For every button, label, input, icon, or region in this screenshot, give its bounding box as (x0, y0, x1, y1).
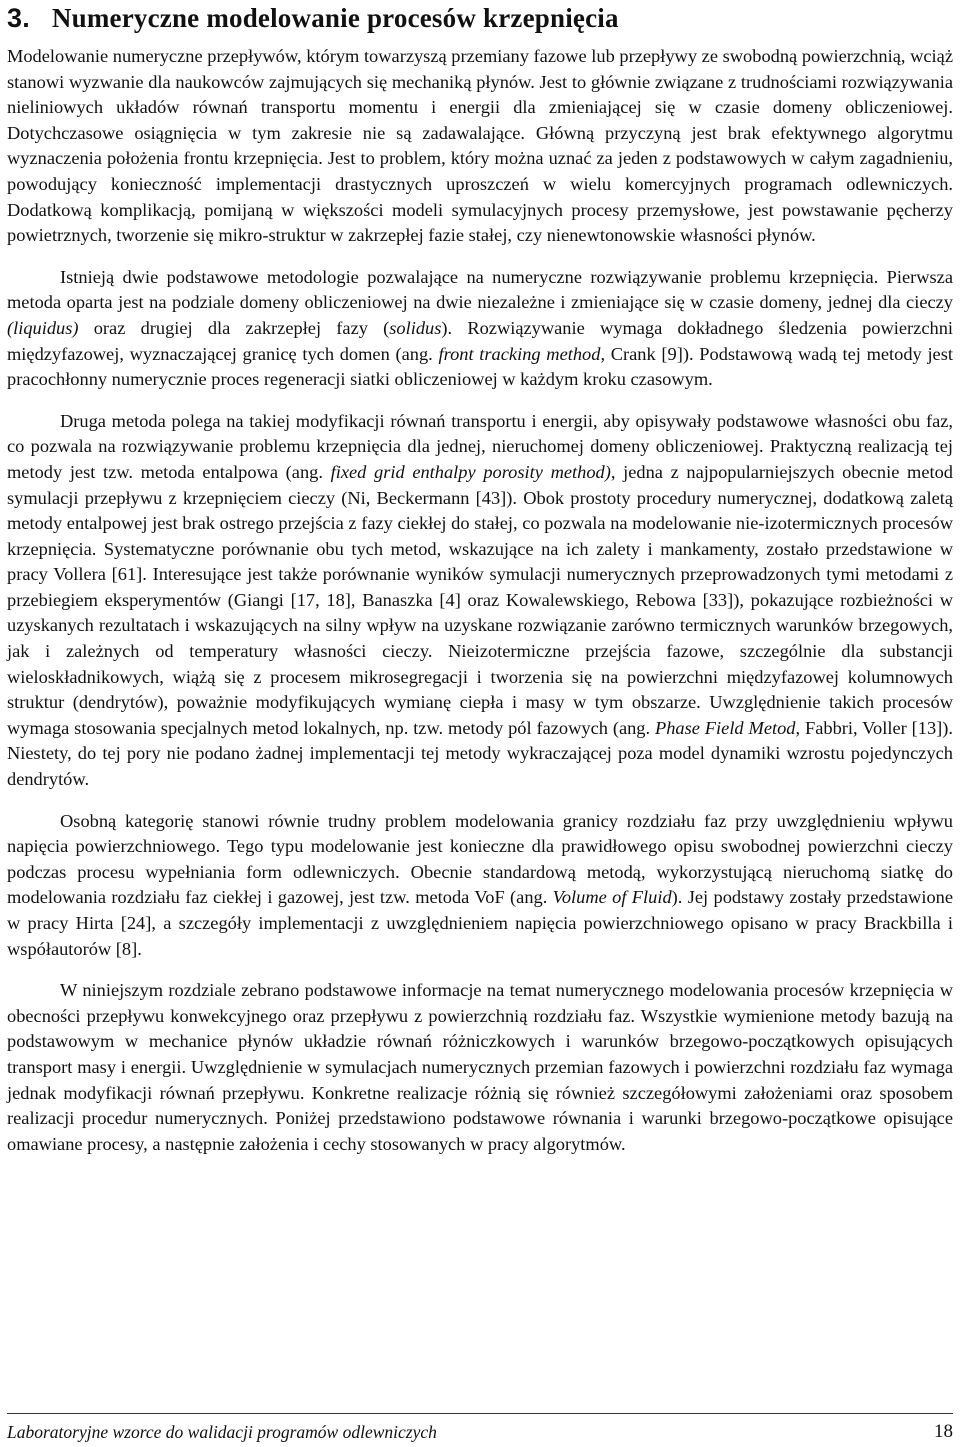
paragraph-text: , Fabbri, Voller [13]). Niestety, do tej pory nie podano żadnej implementacji tej metody wykraczającej poza model dynamiki wzrostu pojedynczych dendrytów. (7, 717, 953, 790)
running-title: Laboratoryjne wzorce do walidacji programów odlewniczych (7, 1422, 437, 1442)
paragraph-text: W niniejszym rozdziale zebrano podstawowe informacje na temat numerycznego modelowania procesów krzepnięcia w obecności przepływu konwekcyjnego oraz przepływu z powierzchnią rozdziału faz. Wszystkie wymienione metody bazują na podstawowym w mechanice płynów układzie równań różniczkowych i warunków brzegowo-początkowych opisujących transport masy i energii. Uwzględnienie w symulacjach numerycznych przemian fazowych i powierzchni rozdziału faz wymaga jednak modyfikacji równań przepływu. Konkretne realizacje różnią się również szczegółowymi założeniami oraz sposobem realizacji procedur numerycznych. Poniżej przedstawiono podstawowe równania i warunki brzegowo-początkowe opisujące omawiane procesy, a następnie założenia i cechy stosowanych w pracy algorytmów. (7, 980, 953, 1154)
page-footer (7, 1413, 953, 1442)
section-title: Numeryczne modelowanie procesów krzepnięcia (51, 3, 619, 33)
section-number: 3. (7, 3, 30, 33)
paragraph-text: Osobną kategorię stanowi równie trudny problem modelowania granicy rozdziału faz przy uwzględnieniu wpływu napięcia powierzchniowego. Tego typu modelowanie jest konieczne dla prawidłowego opisu swobodnej powierzchni cieczy podczas procesu wypełniania form odlewniczych. Obecnie standardową metodą, wykorzystującą nieruchomą siatkę do modelowania rozdziału faz ciekłej i gazowej, jest tzw. metoda VoF (ang. (7, 810, 953, 908)
paragraph (7, 44, 953, 249)
paragraph-text: Istnieją dwie podstawowe metodologie pozwalające na numeryczne rozwiązywanie problemu krzepnięcia. Pierwsza metoda oparta jest na podziale domeny obliczeniowej na dwie niezależne i zmieniające się w czasie domeny, jednej dla cieczy (7, 266, 953, 313)
section-heading (7, 2, 619, 34)
body-text (7, 44, 953, 1173)
italic-term: front tracking method (438, 343, 601, 364)
paragraph-text: ). Rozwiązywanie wymaga dokładnego śledzenia powierzchni międzyfazowej, wyznaczającej granicę tych domen (ang. (7, 317, 953, 364)
paragraph (7, 265, 953, 393)
italic-term: solidus (389, 317, 442, 338)
italic-term: (liquidus) (7, 317, 79, 338)
paragraph (7, 978, 953, 1157)
paragraph (7, 409, 953, 793)
paragraph-text: , Crank [9]). Podstawową wadą tej metody jest pracochłonny numerycznie proces regeneracji siatki obliczeniowej w każdym kroku czasowym. (7, 343, 953, 390)
page-number: 18 (934, 1421, 953, 1442)
italic-term: Phase Field Metod (654, 717, 796, 738)
paragraph-text: , jedna z najpopularniejszych obecnie metod symulacji przepływu z krzepnięciem cieczy (Ni, Beckermann [43]). Obok prostoty procedury numerycznej, dodatkową zaletą metody entalpowej jest brak ostrego przejścia z fazy ciekłej do stałej, co pozwala na modelowanie nie-izotermicznych procesów krzepnięcia. Systematyczne porównanie obu tych metod, wskazujące na ich zalety i mankamenty, zostało przedstawione w pracy Vollera [61]. Interesujące jest także porównanie wyników symulacji numerycznych przeprowadzonych tymi metodami z przebiegiem eksperymentów (Giangi [17, 18], Banaszka [4] oraz Kowalewskiego, Rebowa [33]), pokazujące rozbieżności w uzyskanych rezultatach i wskazujących na silny wpływ na uzyskane rozwiązanie zarówno termicznych warunków brzegowych, jak i zależnych od temperatury własności cieczy. Nieizotermiczne przejścia fazowe, szczególnie dla substancji wieloskładnikowych, wiążą się z procesem mikrosegregacji i tworzenia się na powierzchni międzyfazowej kolumnowych struktur (dendrytów), poważnie modyfikujących wymianę ciepła i masy w tym obszarze. Uwzględnienie takich procesów wymaga stosowania specjalnych metod lokalnych, np. tzw. metody pól fazowych (ang. (7, 461, 953, 738)
italic-term: fixed grid enthalpy porosity method) (330, 461, 611, 482)
paragraph (7, 809, 953, 963)
italic-term: Volume of Fluid (552, 887, 672, 908)
paragraph-text: Modelowanie numeryczne przepływów, którym towarzyszą przemiany fazowe lub przepływy ze swobodną powierzchnią, wciąż stanowi wyzwanie dla naukowców zajmujących się mechaniką płynów. Jest to głównie związane z trudnościami rozwiązywania nieliniowych układów równań transportu momentu i energii dla zmieniającej się w czasie domeny obliczeniowej. Dotychczasowe osiągnięcia w tym zakresie nie są zadawalające. Główną przyczyną jest brak efektywnego algorytmu wyznaczenia położenia frontu krzepnięcia. Jest to problem, który można uznać za jeden z podstawowych w całym zagadnieniu, powodujący konieczność implementacji drastycznych uproszczeń w wielu komercyjnych programach odlewniczych. Dodatkową komplikacją, pomijaną w większości modeli symulacyjnych procesy przemysłowe, jest powstawanie pęcherzy powietrznych, tworzenie się mikro-struktur w zakrzepłej fazie stałej, czy nienewtonowskie własności płynów. (7, 46, 953, 246)
paragraph-text: Druga metoda polega na takiej modyfikacji równań transportu i energii, aby opisywały podstawowe własności obu faz, co pozwala na rozwiązywanie problemu krzepnięcia dla jednej, nieruchomej domeny obliczeniowej. Praktyczną realizacją tej metody jest tzw. metoda entalpowa (ang. (7, 410, 953, 482)
paragraph-text: ). Jej podstawy zostały przedstawione w pracy Hirta [24], a szczegóły implementacji z uwzględnieniem napięcia powierzchniowego opisano w pracy Brackbilla i współautorów [8]. (7, 887, 953, 959)
paragraph-text: oraz drugiej dla zakrzepłej fazy ( (78, 317, 390, 338)
